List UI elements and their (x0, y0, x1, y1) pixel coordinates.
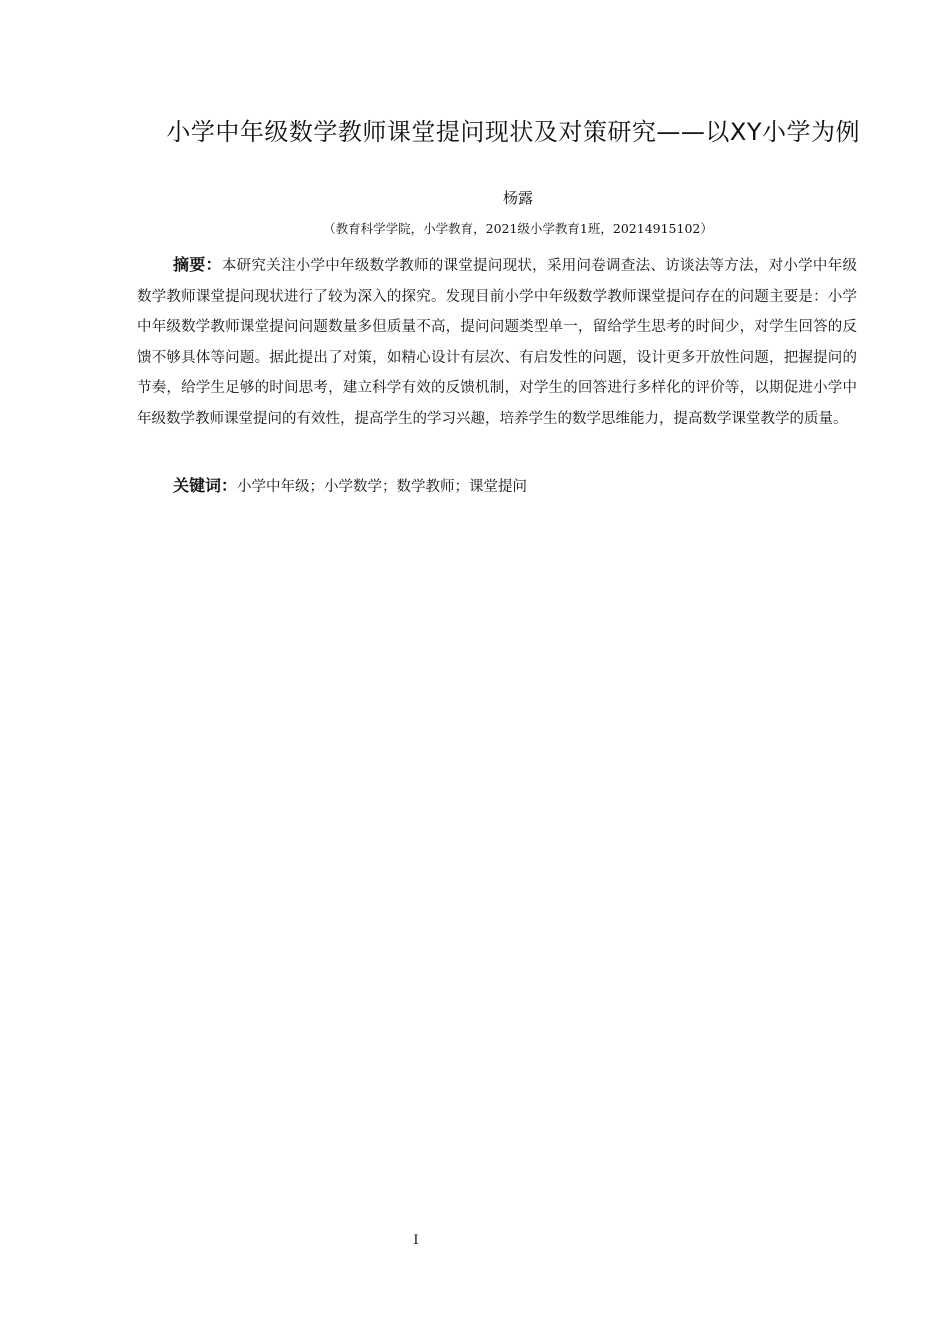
author-name: 杨露 (502, 189, 533, 207)
abstract-label: 摘要： (173, 255, 222, 274)
keywords-label: 关键词： (173, 476, 238, 495)
keywords-line (173, 474, 863, 499)
paper-title: 小学中年级数学教师课堂提问现状及对策研究——以XY小学为例 (166, 118, 860, 146)
keywords-text: 小学中年级；小学数学；数学教师；课堂提问 (237, 479, 528, 495)
author-affiliation: （教育科学学院，小学教育，2021级小学教育1班，20214915102） (323, 221, 713, 236)
page-number: I (413, 1233, 419, 1248)
abstract-text: 本研究关注小学中年级数学教师的课堂提问现状，采用问卷调查法、访谈法等方法，对小学中年级数学教师课堂提问现状进行了较为深入的探究。发现目前小学中年级数学教师课堂提问存在的问题主要是：小学中年级数学教师课堂提问问题数量多但质量不高，提问问题类型单一，留给学生思考的时间少，对学生回答的反馈不够具体等问题。据此提出了对策，如精心设计有层次、有启发性的问题，设计更多开放性问题，把握提问的节奏，给学生足够的时间思考，建立科学有效的反馈机制，对学生的回答进行多样化的评价等，以期促进小学中年级数学教师课堂提问的有效性，提高学生的学习兴趣，培养学生的数学思维能力，提高数学课堂教学的质量。 (137, 258, 857, 427)
abstract-paragraph (137, 250, 857, 434)
